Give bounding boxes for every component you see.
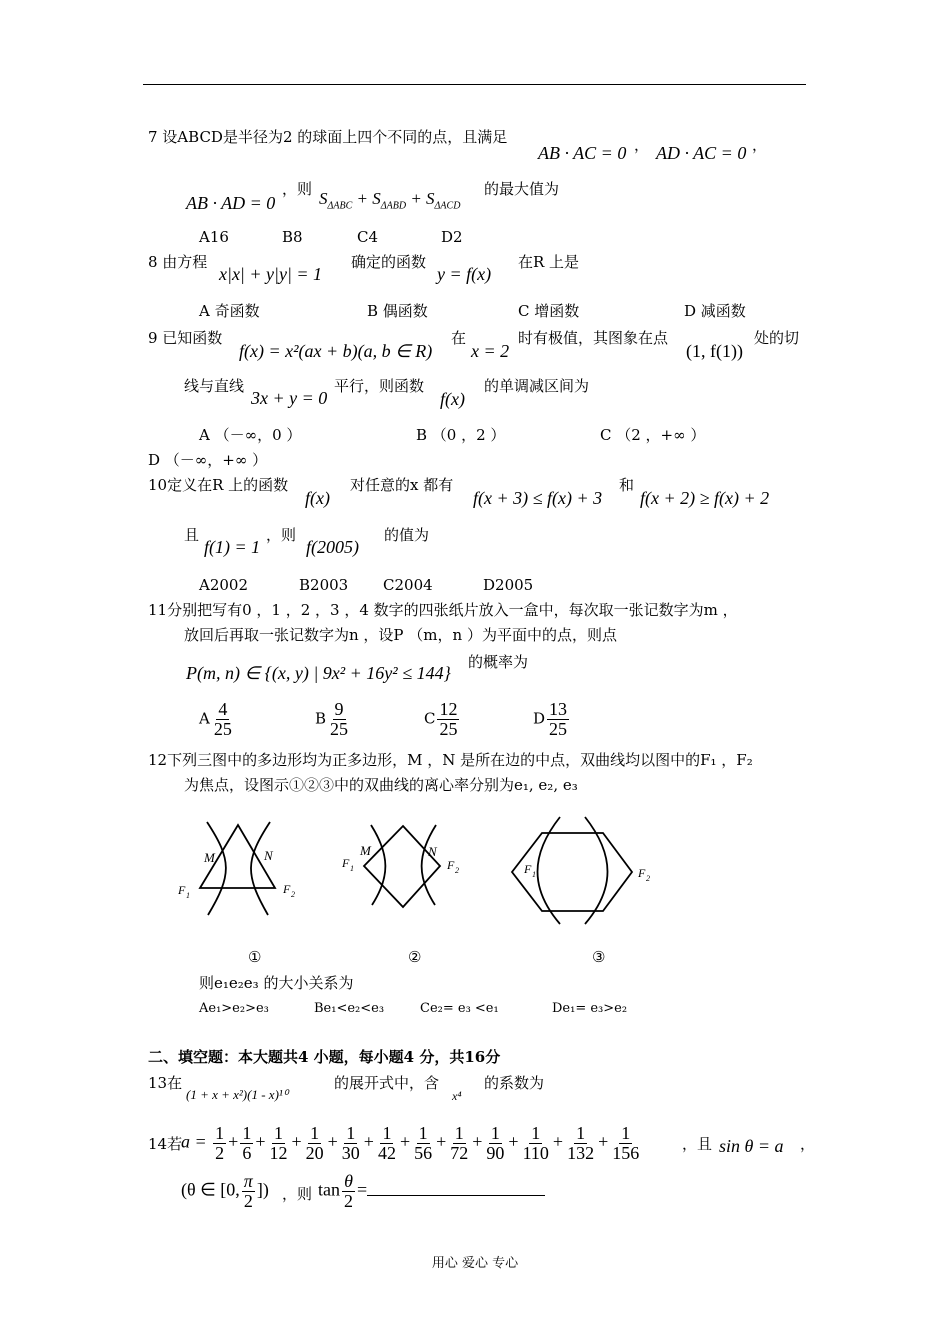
q8-formula-2: y = f(x)	[437, 264, 492, 284]
q7-comma-1: ，	[634, 136, 650, 154]
q7-choice-c: C4	[357, 228, 379, 246]
q8-choice-b: B 偶函数	[367, 302, 428, 320]
q7-choice-a: A16	[199, 228, 229, 246]
q14-lead: 14若	[148, 1135, 183, 1153]
q7-then: ，则	[282, 180, 313, 198]
q12-choice-c: Ce₂= e₃ <e₁	[420, 1001, 499, 1016]
q7-text-1: 7 设ABCD是半径为2 的球面上四个不同的点，且满足	[148, 128, 508, 146]
q14-comma: ，	[800, 1135, 816, 1153]
q10-formula-1: f(x)	[305, 488, 330, 508]
q11-choice-d: D $\frac{13}{25}$	[533, 699, 568, 739]
q11-choice-a: A $\frac{4}{25}$	[199, 699, 232, 739]
q8-tail: 在R 上是	[518, 253, 580, 271]
q10-formula-3: f(x + 2) ≥ f(x) + 2	[640, 488, 770, 508]
fig3-label-f2: F	[638, 866, 646, 880]
q10-lead: 10定义在R 上的函数	[148, 476, 289, 494]
q8-choice-d: D 减函数	[684, 302, 746, 320]
q13-lead: 13在	[148, 1074, 183, 1092]
fig1-label-f2-sub: 2	[291, 890, 295, 899]
q10-line-2: 且	[184, 526, 200, 544]
q7-choice-d: D2	[441, 228, 463, 246]
q9-mid-3: 平行，则函数	[334, 377, 425, 395]
q13-tail: 的系数为	[484, 1074, 545, 1092]
fig2-label-m: M	[360, 843, 371, 858]
q9-choice-b: B （0 ，2 ）	[416, 426, 506, 444]
q11-formula-1: P(m, n) ∈ {(x, y) | 9x² + 16y² ≤ 144}	[186, 663, 451, 683]
fig2-label-n: N	[428, 844, 437, 859]
q10-mid-3: ，则	[266, 526, 297, 544]
q8-lead: 8 由方程	[148, 253, 208, 271]
q14-then: ，则	[282, 1185, 313, 1203]
q12-choice-a: Ae₁>e₂>e₃	[199, 1001, 269, 1016]
figure-number-1: ①	[248, 948, 262, 966]
q7-choice-b: B8	[282, 228, 303, 246]
q12-line-2: 为焦点，设图示①②③中的双曲线的离心率分别为e₁, e₂, e₃	[184, 776, 578, 794]
fig1-label-f2: F	[283, 882, 291, 896]
q12-choice-d: De₁= e₃>e₂	[552, 1001, 628, 1016]
q10-mid-1: 对任意的x 都有	[350, 476, 454, 494]
q13-mid: 的展开式中，含	[334, 1074, 440, 1092]
q14-series: a = $\frac{1}{2}$ + $\frac{1}{6}$ + $\frac{1}{12}$ + $\frac{1}{20}$ + $\frac{1}{30}$ + $\frac{1}{42}$ + $\frac{1}{56}$ + $\frac{1}{72}$ + $\frac{1}{90}$ + $\frac{1}{110}$ + $\frac{1}{132}$ + $\frac{1}{156}$	[181, 1123, 640, 1163]
fig1-label-f1: F	[178, 883, 186, 897]
q14-formula-1: sin θ = a	[719, 1136, 784, 1156]
q9-choice-d: D （－∞，+∞ ）	[148, 451, 268, 469]
q9-line-2: 线与直线	[184, 377, 245, 395]
q11-choice-b: B $\frac{9}{25}$	[315, 699, 349, 739]
fig1-label-m: M	[204, 850, 215, 865]
q10-choice-d: D2005	[483, 576, 534, 594]
q9-choice-c: C （2 ，+∞ ）	[600, 426, 706, 444]
q7-tail: 的最大值为	[484, 180, 560, 198]
q9-mid-2: 时有极值，其图象在点	[518, 329, 669, 347]
q7-formula-4: $S_{\Delta ABC} + S_{\Delta ABD} + S_{\Delta ACD}$	[319, 189, 461, 212]
q11-line-2: 放回后再取一张记数字为n ，设P （m，n ）为平面中的点，则点	[184, 626, 617, 644]
q9-formula-2: x = 2	[471, 341, 510, 361]
q9-formula-3: (1, f(1))	[686, 341, 743, 361]
q10-formula-2: f(x + 3) ≤ f(x) + 3	[473, 488, 603, 508]
q8-choice-c: C 增函数	[518, 302, 580, 320]
fig1-label-f1-sub: 1	[186, 891, 190, 900]
q12-figures	[160, 805, 680, 935]
fig2-label-f1-sub: 1	[350, 864, 354, 873]
q9-mid-1: 在	[451, 329, 467, 347]
q7-formula-2: AD · AC = 0	[656, 143, 747, 163]
q13-formula-1: (1 + x + x²)(1 - x)¹⁰	[186, 1087, 289, 1102]
q10-choice-a: A2002	[199, 576, 249, 594]
q14-answer-blank[interactable]	[367, 1181, 545, 1196]
q9-formula-1: f(x) = x²(ax + b)(a, b ∈ R)	[239, 341, 433, 361]
q10-tail: 的值为	[384, 526, 430, 544]
q13-formula-2: x⁴	[452, 1089, 462, 1103]
q9-tail-1: 处的切	[754, 329, 800, 347]
q14-tan: tan $\frac{\theta}{2}$ =	[318, 1172, 545, 1211]
fig1-label-n: N	[264, 848, 273, 863]
figure-number-3: ③	[592, 948, 606, 966]
q9-lead: 9 已知函数	[148, 329, 223, 347]
fig2-label-f1: F	[342, 856, 350, 870]
section-2-title: 二、填空题：本大题共4 小题，每小题4 分，共16分	[148, 1048, 501, 1066]
q10-choice-b: B2003	[299, 576, 349, 594]
q9-formula-5: f(x)	[440, 389, 465, 409]
q7-formula-3: AB · AD = 0	[186, 193, 276, 213]
q11-choice-c: C $\frac{12}{25}$	[424, 699, 458, 739]
fig3-label-f2-sub: 2	[646, 874, 650, 883]
page-footer: 用心 爱心 专心	[431, 1256, 519, 1271]
q9-tail-2: 的单调减区间为	[484, 377, 590, 395]
q7-formula-1: AB · AC = 0	[538, 143, 627, 163]
q12-choice-b: Be₁<e₂<e₃	[314, 1001, 385, 1016]
q10-formula-4: f(1) = 1	[204, 537, 261, 557]
fig3-label-f1-sub: 1	[532, 870, 536, 879]
header-rule	[143, 84, 806, 85]
figure-1-triangle	[200, 822, 275, 915]
q12-line-1: 12下列三图中的多边形均为正多边形，M ，N 是所在边的中点，双曲线均以图中的F₁ ，F₂	[148, 751, 753, 769]
fig2-label-f2-sub: 2	[455, 866, 459, 875]
q10-mid-2: 和	[619, 476, 635, 494]
figure-2-square	[364, 825, 440, 907]
q11-tail: 的概率为	[468, 653, 529, 671]
q14-domain: (θ ∈ [0, $\frac{\pi}{2}$ ])	[181, 1171, 269, 1211]
figure-number-2: ②	[408, 948, 422, 966]
q9-choice-a: A （－∞，0 ）	[199, 426, 302, 444]
q9-formula-4: 3x + y = 0	[251, 388, 328, 408]
q11-line-1: 11分别把写有0 ，1 ，2 ，3 ，4 数字的四张纸片放入一盒中，每次取一张记数字为m ，	[148, 601, 738, 619]
q10-formula-5: f(2005)	[306, 537, 359, 557]
q12-relation: 则e₁e₂e₃ 的大小关系为	[199, 974, 354, 992]
q8-mid: 确定的函数	[351, 253, 427, 271]
fig2-label-f2: F	[447, 858, 455, 872]
q10-choice-c: C2004	[383, 576, 433, 594]
q8-formula-1: x|x| + y|y| = 1	[219, 264, 323, 284]
q7-comma-2: ，	[752, 136, 768, 154]
fig3-label-f1: F	[524, 862, 532, 876]
q8-choice-a: A 奇函数	[199, 302, 260, 320]
q14-mid: ，且	[682, 1135, 713, 1153]
